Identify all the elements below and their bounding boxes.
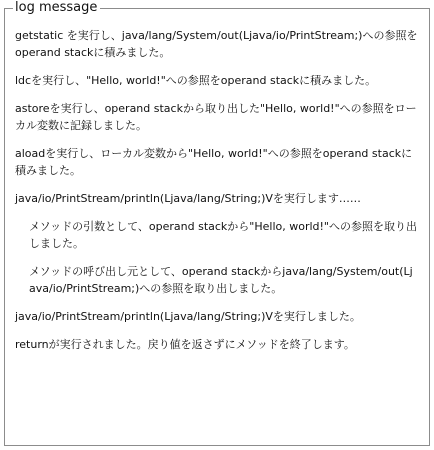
log-entry-return: returnが実行されました。戻り値を返さずにメソッドを終了します。 xyxy=(15,338,355,351)
log-entry-ldc: ldcを実行し、"Hello, world!"への参照をoperand stackに積みました。 xyxy=(15,74,377,87)
log-message-legend: log message xyxy=(13,0,100,16)
log-entry-astore: astoreを実行し、operand stackから取り出した"Hello, world!"への参照をローカル変数に記録しました。 xyxy=(15,102,417,132)
log-entry-pop-argument: メソッドの引数として、operand stackから"Hello, world!"への参照を取り出しました。 xyxy=(29,220,417,250)
log-message-list xyxy=(15,27,419,364)
log-entry-invoke-start: java/io/PrintStream/println(Ljava/lang/String;)Vを実行します…… xyxy=(15,192,361,205)
log-entry-getstatic: getstatic を実行し、java/lang/System/out(Ljava/io/PrintStream;)への参照をoperand stackに積みました。 xyxy=(15,29,418,59)
log-entry-pop-receiver: メソッドの呼び出し元として、operand stackからjava/lang/System/out(Ljava/io/PrintStream;)への参照を取り出しました。 xyxy=(29,265,413,295)
log-entry-aload: aloadを実行し、ローカル変数から"Hello, world!"への参照をoperand stackに積みました。 xyxy=(15,147,413,177)
log-message-panel xyxy=(4,0,430,446)
log-entry-invoke-done: java/io/PrintStream/println(Ljava/lang/String;)Vを実行しました。 xyxy=(15,310,361,323)
